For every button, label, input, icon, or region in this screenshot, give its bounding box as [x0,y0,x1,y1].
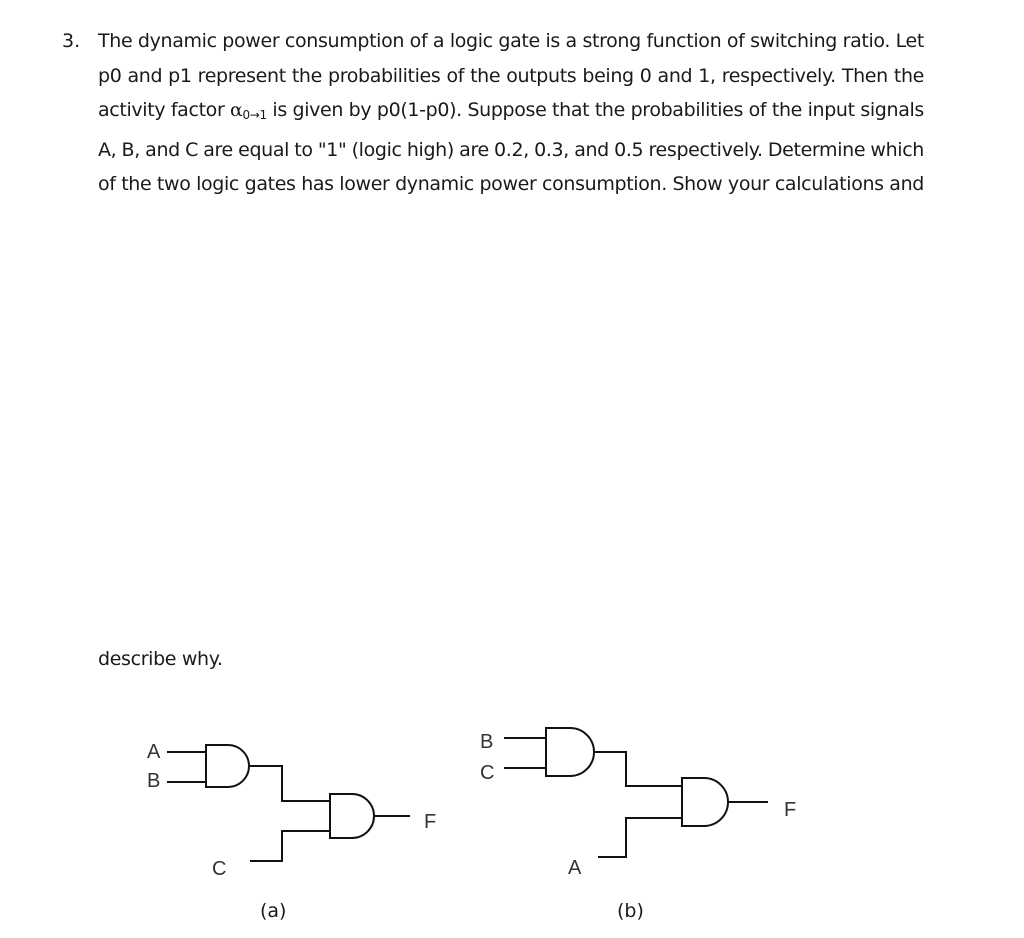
circuit-a-and-gate-2 [330,794,374,838]
question-line-3-rest: is given by p0(1-p0). Suppose that the probabilities of the input signals [272,99,924,121]
circuit-a-input-b-label: B [147,770,161,792]
circuit-a-wire-gate1-out [249,766,330,801]
circuit-a-output-label: F [424,811,437,833]
question-tail: describe why. [98,648,223,670]
question-line-4: A, B, and C are equal to "1" (logic high) are 0.2, 0.3, and 0.5 respectively. Determine which [98,138,924,161]
question-line-2: p0 and p1 represent the probabilities of the outputs being 0 and 1, respectively. Then the [98,64,924,87]
circuit-b [480,728,796,922]
circuit-a-wire-c [250,831,330,861]
circuit-a-input-c-label: C [212,858,227,880]
circuit-b-and-gate-2 [682,778,728,826]
circuit-a [147,741,436,922]
circuit-b-caption: (b) [617,900,644,922]
circuit-a-caption: (a) [260,900,287,922]
question-number: 3. [62,30,81,52]
activity-factor-label: activity factor [98,99,225,121]
circuit-a-input-a-label: A [147,741,161,763]
circuit-b-input-a-label: A [568,857,582,879]
circuit-b-input-b-label: B [480,731,494,753]
circuit-b-wire-a [598,818,682,857]
circuit-b-and-gate-1 [546,728,594,776]
question-line-5: of the two logic gates has lower dynamic power consumption. Show your calculations and [98,173,924,195]
alpha-subscript: 0→1 [242,108,267,122]
alpha-symbol: α [230,99,243,121]
circuit-a-and-gate-1 [206,745,249,787]
circuit-b-input-c-label: C [480,762,495,784]
question-line-1: The dynamic power consumption of a logic gate is a strong function of switching ratio. Let [98,30,924,52]
circuit-b-output-label: F [784,799,797,821]
circuit-b-wire-gate1-out [594,752,682,786]
